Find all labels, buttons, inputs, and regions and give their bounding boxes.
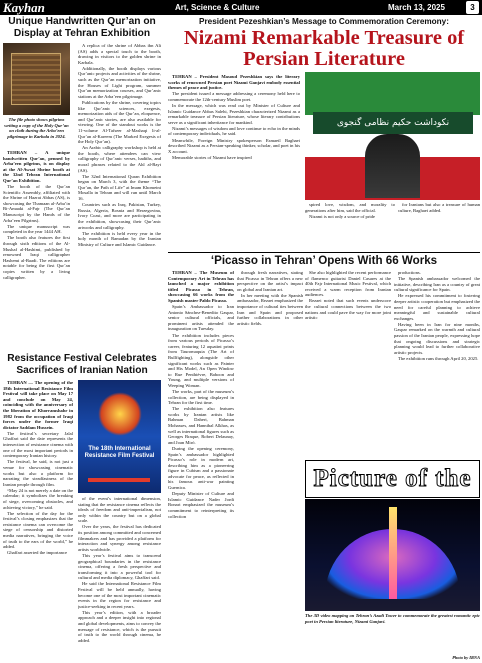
quran-paragraph: The exhibition is held every year in the holy month of Ramadan by the Iranian Ministry of Culture and Islamic Guidance.: [78, 230, 161, 247]
nizami-ceremony-photo: [305, 72, 480, 200]
picasso-paragraph: The works, part of the museum’s collection, are being displayed in Tehran for the first time.: [168, 388, 234, 406]
nizami-paragraph: Memorable stories of Nizami have inspired: [172, 154, 252, 160]
picasso-col-4: [394, 270, 480, 458]
quran-paragraph: Countries such as Iraq, Pakistan, Turkey, Russia, Algeria, Bosnia and Herzegovina, Ivory Coast, and more are participating in the exhibition, showcasing their Qur’anic artworks and calligraphy.: [78, 202, 161, 230]
resistance-paragraph: The festival’s secretary Jalal Ghaffari said the date represents the intersection of resistance cinema with one of the most important periods in contemporary Iranian history.: [3, 430, 73, 459]
quran-col-1: [3, 150, 70, 350]
poster-emblem: [98, 392, 142, 436]
section-title: Art, Science & Culture: [175, 3, 260, 12]
picasso-paragraph: Having been in Iran for nine months, Gaspar remarked on the warmth and cultural passion of the Iranian people, expressing hope that ongoing discussions and strategic planning would lead to further collaborative artistic projects.: [394, 321, 480, 355]
resistance-paragraph: TEHRAN — The opening of the 18th International Resistance Film Festival will take place on May 17 and conclude on May 24, coinciding with the anniversary of the liberation of Khorramshahr in 1982 from the occupation of Iraqi forces under the former Iraqi dictator Saddam Hussein.: [3, 380, 73, 430]
quran-paragraph: The booth also features the first through sixth editions of the Al-Mushaf al-Hashimi, published by renowned Iraqi calligrapher Hashemi al-Baadi. The editions are notable for being the first Qur’an copies written by a living calligrapher.: [3, 235, 70, 280]
picture-of-the-day-title: Picture of the: [305, 460, 480, 498]
quran-paragraph: TEHRAN – A unique handwritten Qur’an, penned by Arba’een pilgrims, is on display at the Al-Awsat Shrine booth at the 32nd Tehran International Qur’an Exhibition.: [3, 150, 70, 183]
picasso-paragraph: She also highlighted the recent performance of flamenco guitarist Daniel Casares at the 40th Fajr International Music Festival, which received a warm reception from Iranian audiences.: [305, 270, 391, 298]
nizami-paragraph: for Iranians but also a treasure of human culture, Baghaei added.: [398, 202, 480, 213]
resistance-paragraph: Ghaffari asserted the importance: [7, 550, 67, 556]
nizami-paragraph: Nizami’s messages of wisdom and love continue to echo in the minds of contemporary individuals, he said.: [168, 125, 300, 137]
picasso-col-2: [237, 270, 303, 660]
resistance-paragraph: The selection of the day for the festival’s closing emphasizes that the resistance cinema can overcome the siege of censorship and distorted media narratives, bringing the voice of truth to the ears of the world,” he added.: [3, 510, 73, 550]
picasso-paragraph: Spain’s Ambassador to Iran Antonio Sánchez-Benedito Gaspar, senior cultural officials, and prominent artists attended the inauguration on Tuesday.: [168, 304, 234, 332]
quran-col-2: [78, 43, 161, 350]
quran-paragraph: A replica of the shrine of Abbas ibn Ali (AS) adds a special touch to the booth, drawing in visitors to the golden shrine in Karbala.: [78, 43, 161, 65]
poster-stripe: [88, 478, 150, 482]
picasso-paragraph: During the opening ceremony, Spain’s ambassador highlighted Picasso’s role in modern art, describing him as a pioneering figure in Cubism and a passionate advocate for peace, as reflected in his famous anti-war painting Guernica.: [168, 445, 234, 491]
quran-paragraph: Publications by the shrine, covering topics like Qur’anic sciences, exegesis, memorization aids of the Qur’an, eloquence, and Qur’anic stories, are also available for viewing. One of the standout works is the 11-volume Al-Tafseer al-Mashaqi li-al-Qur’an al-Kareem (The Marked Exegesis of the Holy Qur’an).: [78, 99, 161, 145]
photo-credit: Photo by IRNA: [452, 655, 480, 660]
picasso-paragraph: The Spanish ambassador welcomed the initiative, describing Iran as a country of great cultural significance for Spain.: [394, 276, 480, 293]
resistance-paragraph: of the event’s international dimension, stating that the resistance cinema reflects the ideals of freedom and anti-imperialism, not only within the country but on a global scale.: [78, 496, 161, 524]
nizami-paragraph: In the message, which was read out by Minister of Culture and Islamic Guidance Abbas Salehi, Pezeshkian characterized Nizami as a remarkable treasure of Persian literature, whose literary contributions serve as a significant inheritance for mankind.: [168, 102, 300, 125]
resistance-paragraph: Over the years, the festival has dedicated its position among committed and concerned filmmakers and has provided a platform for interaction and synergy among resistance artists worldwide.: [78, 524, 161, 552]
picasso-col-1: [168, 270, 234, 660]
picasso-paragraph: The exhibition runs through April 20, 2025.: [398, 355, 479, 361]
quran-paragraph: The 32nd International Quran Exhibition began on March 3, with the theme “The Qur’an, the Path of Life” at Imam Khomeini Mosalla in Tehran and will run until March 16.: [78, 173, 161, 202]
nizami-paragraph: Meanwhile, Foreign Ministry spokesperson Esmaeil Baghaei described Nizami as a Persian-speaking thinker, scholar, and poet in his X account.: [168, 137, 300, 154]
festival-poster: [78, 380, 161, 493]
nizami-headline: Nizami Remarkable Treasure of Persian Literature: [183, 27, 465, 70]
quran-paragraph: An Arabic calligraphy workshop is held at the booth, where attendees can view calligraphy of Qur’anic verses, hadiths, and moral phrases related to the Ahl al-Bayt (AS).: [78, 145, 161, 173]
page-number: 3: [466, 1, 479, 14]
nizami-col-1: [168, 74, 300, 252]
tower-top: [389, 507, 397, 599]
picasso-paragraph: through fresh narratives, stating that Picasso in Tehran offers a new perspective on the artist’s impact on global and Iranian art.: [237, 270, 303, 292]
resistance-col-1: [3, 380, 73, 660]
azadi-tower-photo: [305, 499, 480, 611]
issue-date: March 13, 2025: [388, 3, 445, 12]
quran-photo: [3, 43, 70, 115]
newspaper-logo: Kayhan: [3, 0, 45, 15]
resistance-headline: Resistance Festival Celebrates Sacrifices of Iranian Nation: [7, 353, 157, 376]
nizami-paragraph: The president issued a message addressing a ceremony held here to commemorate the 12th-century Muslim poet.: [168, 91, 300, 102]
resistance-paragraph: This year’s edition, with a broader approach and a deeper insight into regional and global developments, aims to convey the message of resistance, which is the pursuit of truth to the world through cinema, he added.: [78, 609, 161, 643]
potd-caption: The 3D video mapping on Tehran’s Azadi Tower to commemorate the greatest romantic epic poet in Persian literature, Nizami Ganjavi.: [305, 613, 480, 624]
picasso-paragraph: He expressed his commitment to fostering deeper artistic cooperation but emphasized the need for careful planning to achieve meaningful and sustainable cultural exchanges.: [394, 293, 480, 321]
nizami-paragraph: TEHRAN – President Masoud Pezeshkian says the literary works of renowned Persian poet Nizami Ganjavi embody essential themes of peace and justice.: [168, 74, 300, 91]
section-divider: [168, 252, 480, 253]
quran-paragraph: The unique manuscript was completed in the year 1444 AH.: [3, 223, 70, 235]
quran-photo-caption: The file photo shows pilgrims writing a copy of the Holy Qur’an on cloth during the Arba’een pilgrimage in Karbala in 2024.: [4, 117, 69, 139]
nizami-paragraph: Nizami is not only a source of pride: [309, 213, 375, 219]
page-header: [0, 0, 482, 15]
resistance-paragraph: “May 24 is not merely a date on the calendar; it symbolizes the breaking of siege, overcoming obstacles, and achieving victory,” he said.: [3, 487, 73, 510]
quran-paragraph: Additionally, the booth displays various Qur’anic projects and activities of the shrine, such as the Qur’an memorization initiative, the Houses of Light program, summer Qur’an memorization courses, and Qur’anic stations at the Arba’een pilgrimage.: [78, 65, 161, 99]
nizami-kicker: President Pezeshkian’s Message to Commemoration Ceremony:: [199, 17, 449, 26]
resistance-paragraph: He said the International Resistance Film Festival will be held annually, having become one of the most important cinematic events in the region for resistance and justice-seeking in recent years.: [78, 581, 161, 609]
nizami-col-2: [305, 202, 395, 252]
speaker-figure: [365, 134, 420, 198]
picasso-paragraph: The exhibition also features works by Iranian artists like Bahman Daheri, Bahman Mohasses, and Hannibal Alkhas, as well as international figures such as Georges Braque, Robert Delaunay, and Joan Miró.: [168, 406, 234, 445]
quran-paragraph: The booth of the Qur’an Scientific Assembly, affiliated with the Shrine of Hazrat Abbas (AS), is showcasing the Thamaan al-Arba’in Bi-Amaaki al-Fajr (The Qur’an Manuscript by the Hands of the Arba’een Pilgrims).: [3, 184, 70, 223]
ceremony-banner: نکوداشت حکیم نظامی گنجوی: [313, 112, 473, 134]
resistance-paragraph: This year’s festival aims to transcend geographical boundaries in the resistance cinema, offering a fresh perspective and transforming it into a powerful tool for cultural and media diplomacy, Ghaffari said.: [78, 552, 161, 581]
picasso-paragraph: productions.: [398, 270, 421, 275]
poster-title: The 18th International Resistance Film Festival: [84, 446, 155, 459]
nizami-col-3: [398, 202, 480, 252]
picasso-headline: ‘Picasso in Tehran’ Opens With 66 Works: [210, 254, 438, 267]
picasso-paragraph: In her meeting with the Spanish ambassador, Rezaei emphasized the importance of cultural ties between Iran and Spain and proposed further collaborations in other artistic fields.: [237, 292, 303, 326]
quran-headline: Unique Handwritten Qur’an on Display at Tehran Exhibition: [8, 16, 156, 39]
picasso-paragraph: Rezaei noted that such events underscore the cultural connections between the two nations and could pave the way for more joint artistic: [305, 298, 391, 321]
resistance-paragraph: The festival, he said, is not just a venue for showcasing cinematic works but also a platform for narrating the steadfastness of the Iranian people through film.: [3, 459, 73, 487]
picasso-paragraph: TEHRAN – The Museum of Contemporary Art in Tehran has launched a major exhibition titled Picasso in Tehran, showcasing 66 works from the Spanish master Pablo Picasso.: [168, 270, 234, 303]
picasso-col-3: [305, 270, 391, 458]
nizami-paragraph: spired love, wisdom, and morality to generations after him, said the official.: [305, 202, 395, 213]
resistance-col-2: [78, 496, 161, 660]
picasso-paragraph: Deputy Minister of Culture and Islamic Guidance Nader Jordi Bonari emphasized the museum’s commitment to reinterpreting its collection: [168, 491, 234, 519]
picasso-paragraph: The exhibition includes pieces from various periods of Picasso’s career, featuring 12 aquatint prints from Tauromaquia (The Art of Bullfighting), alongside other significant works such as Painter and His Model, An Open Window to Rue Penthièvre, Baboon and Young, and multiple versions of Weeping Woman.: [168, 332, 234, 388]
